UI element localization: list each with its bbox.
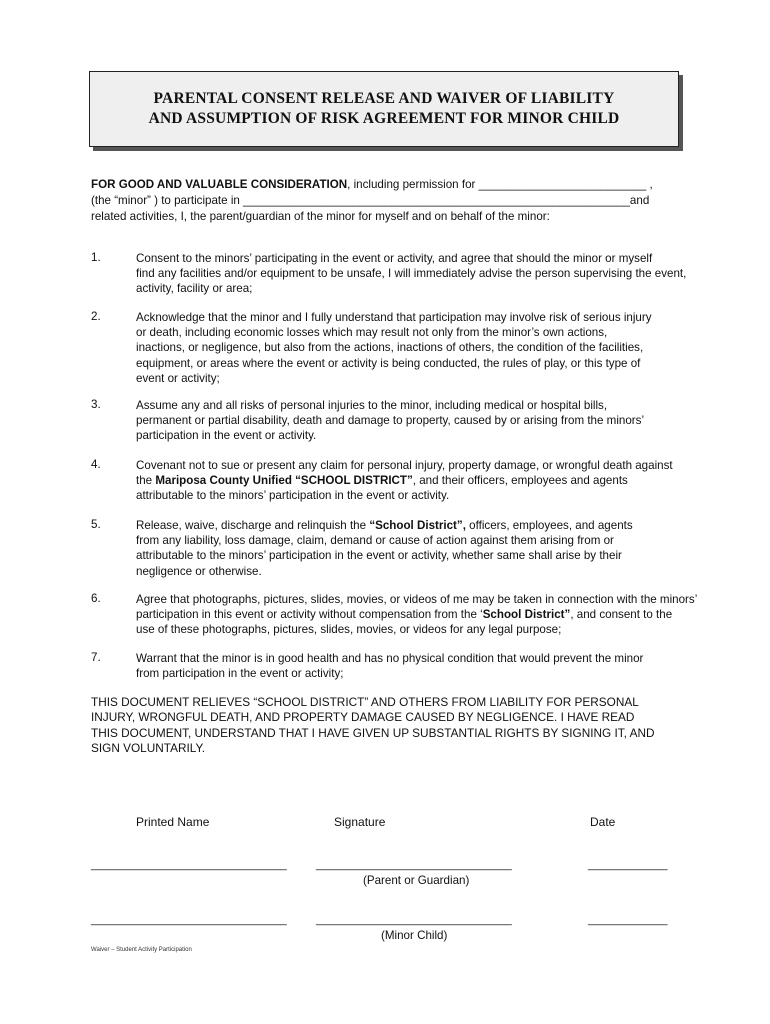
liability-notice: [91, 695, 691, 757]
date-label: Date: [590, 815, 616, 829]
notice-line: INJURY, WRONGFUL DEATH, AND PROPERTY DAMAGE CAUSED BY NEGLIGENCE. I HAVE READ: [91, 710, 635, 725]
text-line: inactions, or negligence, but also from the actions, inactions of others, the condition of the facilities,: [136, 341, 644, 355]
list-item-text: [136, 458, 726, 504]
minor-date-line[interactable]: _____________: [588, 914, 668, 926]
intro-line-1: [91, 177, 691, 193]
text-line: attributable to the minors’ participation in the event or activity.: [136, 489, 450, 503]
school-district-term: “School District”,: [369, 519, 466, 532]
minor-signature-line[interactable]: ________________________________: [316, 914, 512, 926]
text-line: Covenant not to sue or present any claim for personal injury, property damage, or wrongful death against: [136, 459, 673, 472]
text-run: , and their officers, employees and agents: [412, 474, 628, 488]
list-item-text: [136, 518, 726, 579]
list-item-number: 2.: [91, 310, 101, 323]
text-line: from any liability, loss damage, claim, demand or cause of action against them arising from or: [136, 534, 614, 548]
text-line: event or activity;: [136, 371, 220, 385]
list-item-text: [136, 310, 726, 386]
minor-printed-name-line[interactable]: ________________________________: [91, 914, 287, 926]
list-item-text: [136, 251, 726, 297]
list-item-number: 7.: [91, 651, 101, 664]
text-run: the: [136, 474, 156, 488]
intro-line-3: related activities, I, the parent/guardian of the minor for myself and on behalf of the minor:: [91, 210, 550, 223]
intro-line-2: (the “minor” ) to participate in ____________________________________________________________and: [91, 194, 650, 207]
text-line: attributable to the minors’ participation in the event or activity, whether same shall arise by their: [136, 549, 622, 563]
text-line: [136, 607, 726, 622]
text-line: find any facilities and/or equipment to be unsafe, I will immediately advise the person supervising the event,: [136, 267, 687, 281]
intro-paragraph: [91, 177, 691, 225]
text-line: permanent or partial disability, death and damage to property, caused by or arising from the minors’: [136, 414, 645, 428]
text-line: Agree that photographs, pictures, slides, movies, or videos of me may be taken in connection with the minors’: [136, 593, 698, 606]
text-line: Consent to the minors’ participating in the event or activity, and agree that should the minor or myself: [136, 252, 653, 265]
school-district-term: School District”: [482, 608, 571, 622]
list-item-text: [136, 592, 726, 638]
notice-line: THIS DOCUMENT RELIEVES “SCHOOL DISTRICT” AND OTHERS FROM LIABILITY FOR PERSONAL: [91, 695, 639, 709]
intro-line-1-rest: , including permission for __________________________ ,: [347, 178, 653, 191]
parent-printed-name-line[interactable]: ________________________________: [91, 859, 287, 871]
text-line: [136, 473, 726, 488]
text-line: or death, including economic losses which may result not only from the minor’s own actions,: [136, 326, 608, 340]
notice-line: SIGN VOLUNTARILY.: [91, 741, 206, 756]
list-item-number: 4.: [91, 458, 101, 471]
parent-date-line[interactable]: _____________: [588, 859, 668, 871]
text-run: , and consent to the: [570, 608, 673, 622]
list-item-number: 6.: [91, 592, 101, 605]
text-line: participation in the event or activity.: [136, 429, 317, 443]
text-line: [136, 518, 726, 533]
text-line: negligence or otherwise.: [136, 564, 262, 578]
minor-child-label: (Minor Child): [381, 929, 448, 942]
district-name: Mariposa County Unified: [155, 474, 292, 488]
list-item-text: [136, 398, 726, 444]
signature-label: Signature: [334, 815, 386, 829]
text-line: use of these photographs, pictures, slides, movies, or videos for any legal purpose;: [136, 623, 562, 637]
list-item-number: 3.: [91, 398, 101, 411]
parent-signature-line[interactable]: ________________________________: [316, 859, 512, 871]
intro-bold-lead: FOR GOOD AND VALUABLE CONSIDERATION: [91, 178, 348, 191]
text-line: Assume any and all risks of personal injuries to the minor, including medical or hospital bills,: [136, 399, 608, 412]
document-title-box: [89, 71, 679, 147]
text-line: from participation in the event or activity;: [136, 667, 344, 681]
text-run: participation in this event or activity without compensation from the ‘: [136, 608, 483, 622]
page-footer: Waiver – Student Activity Participation: [91, 947, 192, 953]
text-line: activity, facility or area;: [136, 282, 253, 296]
text-line: Warrant that the minor is in good health and has no physical condition that would prevent the minor: [136, 652, 644, 665]
printed-name-label: Printed Name: [136, 815, 210, 829]
document-title-line-2: AND ASSUMPTION OF RISK AGREEMENT FOR MINOR CHILD: [148, 110, 620, 127]
school-district-term: “SCHOOL DISTRICT”: [291, 474, 413, 488]
text-run: officers, employees, and agents: [465, 519, 633, 532]
text-line: Acknowledge that the minor and I fully understand that participation may involve risk of serious injury: [136, 311, 652, 324]
list-item-number: 1.: [91, 251, 101, 264]
notice-line: THIS DOCUMENT, UNDERSTAND THAT I HAVE GIVEN UP SUBSTANTIAL RIGHTS BY SIGNING IT, AND: [91, 725, 655, 740]
document-title-line-1: PARENTAL CONSENT RELEASE AND WAIVER OF LIABILITY: [153, 90, 615, 107]
list-item-number: 5.: [91, 518, 101, 531]
text-line: equipment, or areas where the event or activity is being conducted, the rules of play, or this type of: [136, 356, 641, 370]
list-item-text: [136, 651, 726, 681]
parent-guardian-label: (Parent or Guardian): [363, 874, 470, 887]
text-run: Release, waive, discharge and relinquish the: [136, 519, 370, 532]
